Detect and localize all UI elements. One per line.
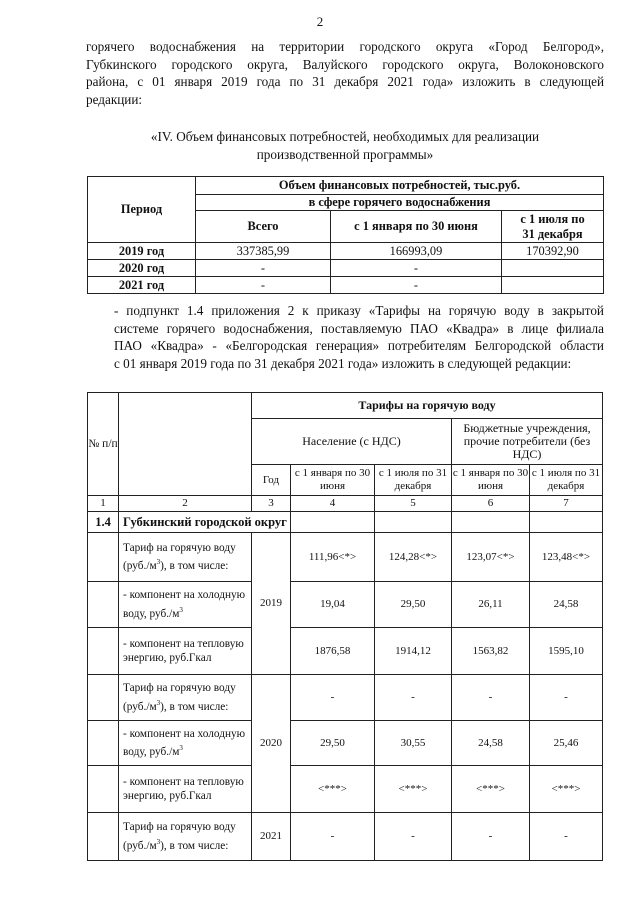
col-number: 2 xyxy=(119,496,252,512)
col-number: 6 xyxy=(452,496,530,512)
subpoint-line: - подпункт 1.4 приложения 2 к приказу «Тарифы на горячую воду в закрытой xyxy=(114,303,604,318)
value-cell: - xyxy=(375,813,452,861)
intro-paragraph xyxy=(86,38,604,108)
value-cell: 1876,58 xyxy=(291,628,375,675)
empty-cell xyxy=(452,512,530,533)
period-cell: 2020 год xyxy=(88,260,196,277)
total-cell: - xyxy=(196,277,331,294)
empty-cell xyxy=(88,533,119,582)
section-heading-line: производственной программы» xyxy=(256,146,434,162)
col-h2-header: с 1 июля по 31 декабря xyxy=(502,211,604,243)
period-h2-header: с 1 июля по 31 декабря xyxy=(530,465,603,496)
value-cell: 111,96<*> xyxy=(291,533,375,582)
row-label: - компонент на тепловую энергию, руб.Гкал xyxy=(119,766,252,813)
period-header: Период xyxy=(88,177,196,243)
empty-cell xyxy=(88,721,119,766)
value-cell: 1914,12 xyxy=(375,628,452,675)
row-label: Тариф на горячую воду $(руб./м^3)$, в том числе: xyxy=(119,813,252,861)
col-h1-header: с 1 января по 30 июня xyxy=(331,211,502,243)
value-cell: 29,50 xyxy=(291,721,375,766)
row-label: - компонент на холодную воду, $руб./м^3$ xyxy=(119,721,252,766)
tariff-table xyxy=(87,392,603,861)
value-cell: <***> xyxy=(375,766,452,813)
value-cell: 30,55 xyxy=(375,721,452,766)
table-row xyxy=(88,721,603,766)
col-number: 7 xyxy=(530,496,603,512)
col-number: 1 xyxy=(88,496,119,512)
value-cell: - xyxy=(530,813,603,861)
value-cell: <***> xyxy=(530,766,603,813)
value-cell: 19,04 xyxy=(291,582,375,628)
total-cell: - xyxy=(196,260,331,277)
name-header xyxy=(119,393,252,496)
intro-line: редакции: xyxy=(86,91,143,107)
h1-cell: 166993,09 xyxy=(331,243,502,260)
value-cell: - xyxy=(530,675,603,721)
table-row xyxy=(88,582,603,628)
empty-cell xyxy=(291,512,375,533)
value-cell: <***> xyxy=(452,766,530,813)
page-number: 2 xyxy=(316,14,324,29)
h1-cell: - xyxy=(331,260,502,277)
section-row xyxy=(88,512,603,533)
row-label: - компонент на тепловую энергию, руб.Гкал xyxy=(119,628,252,675)
year-cell: 2020 xyxy=(252,675,291,813)
value-cell: - xyxy=(452,813,530,861)
value-cell: 123,07<*> xyxy=(452,533,530,582)
h1-cell: - xyxy=(331,277,502,294)
col-total-header: Всего xyxy=(196,211,331,243)
table-row xyxy=(88,260,604,277)
h2-cell: 170392,90 xyxy=(502,243,604,260)
intro-line: Губкинского городского округа, Валуйского городского округа, Волоконовского xyxy=(86,56,604,72)
population-header: Население (с НДС) xyxy=(252,419,452,465)
empty-cell xyxy=(88,675,119,721)
subpoint-line: системе горячего водоснабжения, поставляемую ПАО «Квадра» в лице филиала xyxy=(114,320,604,336)
col-number: 4 xyxy=(291,496,375,512)
period-cell: 2021 год xyxy=(88,277,196,294)
empty-cell xyxy=(88,628,119,675)
value-cell: 1595,10 xyxy=(530,628,603,675)
volume-header: Объем финансовых потребностей, тыс.руб. xyxy=(196,177,604,195)
period-h1-header: с 1 января по 30 июня xyxy=(291,465,375,496)
empty-cell xyxy=(375,512,452,533)
value-cell: 24,58 xyxy=(452,721,530,766)
value-cell: 24,58 xyxy=(530,582,603,628)
tariffs-header: Тарифы на горячую воду xyxy=(252,393,603,419)
table-row xyxy=(88,766,603,813)
table-row xyxy=(88,628,603,675)
value-cell: <***> xyxy=(291,766,375,813)
value-cell: - xyxy=(375,675,452,721)
table-row xyxy=(88,813,603,861)
value-cell: - xyxy=(291,675,375,721)
period-h2-header: с 1 июля по 31 декабря xyxy=(375,465,452,496)
col-number: 5 xyxy=(375,496,452,512)
value-cell: 25,46 xyxy=(530,721,603,766)
finance-table xyxy=(87,176,604,294)
num-header: № п/п xyxy=(88,393,119,496)
sphere-header: в сфере горячего водоснабжения xyxy=(196,195,604,211)
empty-cell xyxy=(88,582,119,628)
section-heading xyxy=(100,128,590,163)
subpoint-paragraph xyxy=(86,302,604,372)
row-label: - компонент на холодную воду, $руб./м^3$ xyxy=(119,582,252,628)
year-header: Год xyxy=(252,465,291,496)
intro-line: района, с 01 января 2019 года по 31 декабря 2021 года» изложить в следующей xyxy=(86,74,604,89)
value-cell: 123,48<*> xyxy=(530,533,603,582)
budget-header: Бюджетные учреждения, прочие потребители (без НДС) xyxy=(452,419,603,465)
intro-line: горячего водоснабжения на территории городского округа «Город Белгород», xyxy=(86,39,604,54)
total-cell: 337385,99 xyxy=(196,243,331,260)
subpoint-line: ПАО «Квадра» - «Белгородская генерация» потребителям Белгородской области xyxy=(114,338,604,353)
value-cell: 29,50 xyxy=(375,582,452,628)
empty-cell xyxy=(88,766,119,813)
year-cell: 2021 xyxy=(252,813,291,861)
h2-cell xyxy=(502,277,604,294)
table-row xyxy=(88,243,604,260)
row-label: Тариф на горячую воду $(руб./м^3)$, в том числе: xyxy=(119,533,252,582)
empty-cell xyxy=(530,512,603,533)
period-cell: 2019 год xyxy=(88,243,196,260)
period-h1-header: с 1 января по 30 июня xyxy=(452,465,530,496)
value-cell: - xyxy=(452,675,530,721)
table-row xyxy=(88,675,603,721)
section-number: 1.4 xyxy=(88,512,119,533)
value-cell: 26,11 xyxy=(452,582,530,628)
table-row xyxy=(88,533,603,582)
row-label: Тариф на горячую воду $(руб./м^3)$, в том числе: xyxy=(119,675,252,721)
column-number-row xyxy=(88,496,603,512)
value-cell: - xyxy=(291,813,375,861)
value-cell: 1563,82 xyxy=(452,628,530,675)
empty-cell xyxy=(88,813,119,861)
table-row xyxy=(88,277,604,294)
col-number: 3 xyxy=(252,496,291,512)
section-title: Губкинский городской округ xyxy=(119,512,291,533)
subpoint-line: с 01 января 2019 года по 31 декабря 2021 года» изложить в следующей редакции: xyxy=(114,355,572,371)
year-cell: 2019 xyxy=(252,533,291,675)
value-cell: 124,28<*> xyxy=(375,533,452,582)
section-heading-line: «IV. Объем финансовых потребностей, необходимых для реализации xyxy=(150,129,540,144)
h2-cell xyxy=(502,260,604,277)
